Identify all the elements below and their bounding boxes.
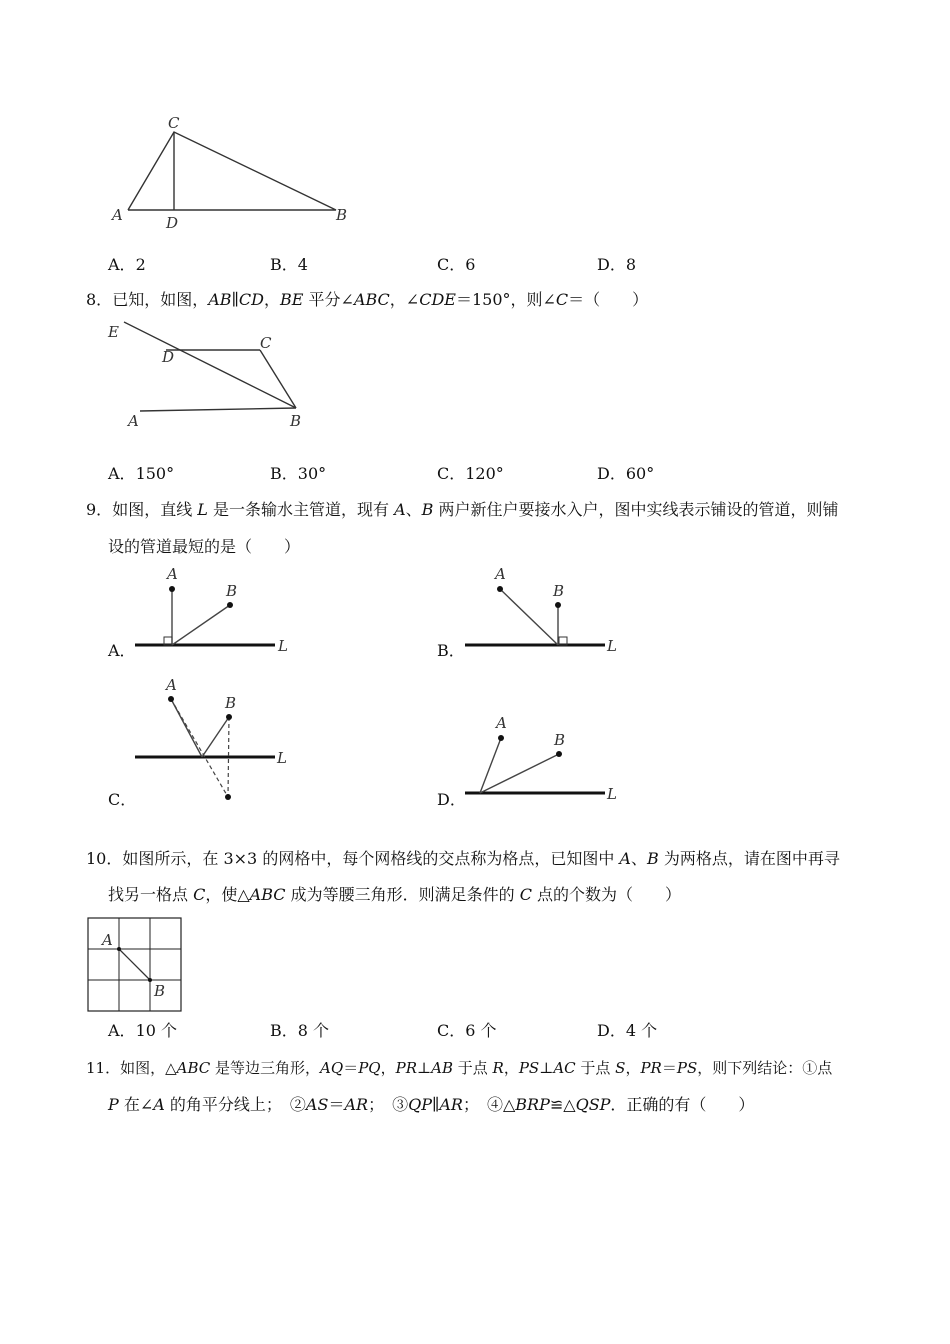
q9-question-line1: 9．如图，直线 L 是一条输水主管道，现有 A、B 两户新住户要接水入户，图中实线表示铺设的管道，则铺 bbox=[86, 500, 839, 519]
q10-option-c[interactable]: C．6 个 bbox=[437, 1021, 497, 1040]
q7-option-c[interactable]: C．6 bbox=[437, 255, 476, 274]
q8-label-c: C bbox=[260, 334, 272, 352]
q7-triangle-figure bbox=[100, 110, 360, 240]
q8-parallel-lines-figure bbox=[100, 318, 320, 433]
q9-option-a[interactable]: A． bbox=[108, 641, 136, 660]
q7-label-b: B bbox=[336, 206, 348, 224]
q9-option-c[interactable]: C． bbox=[108, 790, 137, 809]
q9-option-b[interactable]: B． bbox=[437, 641, 465, 660]
q8-option-a[interactable]: A．150° bbox=[108, 464, 175, 483]
q9-question-line2: 设的管道最短的是（ ） bbox=[108, 537, 301, 556]
q7-label-d: D bbox=[166, 214, 179, 232]
q10-grid-figure bbox=[86, 916, 186, 1016]
q9-option-a-figure[interactable] bbox=[130, 562, 300, 657]
q9c-label-b: B bbox=[225, 694, 237, 712]
q9d-label-a: A bbox=[496, 714, 507, 732]
q10-option-a[interactable]: A．10 个 bbox=[108, 1021, 178, 1040]
q10-label-b: B bbox=[154, 982, 166, 1000]
q9-option-b-figure[interactable] bbox=[460, 562, 630, 657]
q9a-label-b: B bbox=[226, 582, 238, 600]
q8-question-text: 8．已知，如图，AB∥CD，BE 平分∠ABC，∠CDE＝150°，则∠C＝（ ） bbox=[86, 290, 649, 309]
q8-option-b[interactable]: B．30° bbox=[270, 464, 327, 483]
q8-option-c[interactable]: C．120° bbox=[437, 464, 504, 483]
q9-option-c-figure[interactable] bbox=[130, 676, 300, 806]
q9c-label-l: L bbox=[277, 749, 287, 767]
q10-label-a: A bbox=[102, 931, 113, 949]
q7-label-a: A bbox=[112, 206, 123, 224]
q8-label-d: D bbox=[162, 348, 175, 366]
q9b-label-a: A bbox=[495, 565, 506, 583]
q9c-label-a: A bbox=[166, 676, 177, 694]
q9a-label-a: A bbox=[167, 565, 178, 583]
q7-option-a[interactable]: A．2 bbox=[108, 255, 146, 274]
q10-question-line1: 10．如图所示，在 3×3 的网格中，每个网格线的交点称为格点，已知图中 A、B 为两格点，请在图中再寻 bbox=[86, 849, 840, 868]
q10-question-line2: 找另一格点 C，使△ABC 成为等腰三角形．则满足条件的 C 点的个数为（ ） bbox=[108, 885, 682, 904]
q9-option-d-figure[interactable] bbox=[460, 708, 630, 803]
q9a-label-l: L bbox=[278, 637, 288, 655]
q8-label-b: B bbox=[290, 412, 302, 430]
q11-question-line2: P 在∠A 的角平分线上； ②AS＝AR； ③QP∥AR； ④△BRP≌△QSP．正确的有（ ） bbox=[108, 1095, 755, 1114]
q9-option-d[interactable]: D． bbox=[437, 790, 466, 809]
q9b-label-b: B bbox=[553, 582, 565, 600]
q9b-label-l: L bbox=[607, 637, 617, 655]
q7-label-c: C bbox=[168, 114, 180, 132]
q10-option-b[interactable]: B．8 个 bbox=[270, 1021, 330, 1040]
q7-option-b[interactable]: B．4 bbox=[270, 255, 308, 274]
q10-option-d[interactable]: D．4 个 bbox=[597, 1021, 658, 1040]
q9d-label-b: B bbox=[554, 731, 566, 749]
q8-label-e: E bbox=[108, 323, 119, 341]
q8-label-a: A bbox=[128, 412, 139, 430]
q8-option-d[interactable]: D．60° bbox=[597, 464, 655, 483]
q11-question-line1: 11．如图，△ABC 是等边三角形，AQ＝PQ，PR⊥AB 于点 R，PS⊥AC 于点 S，PR＝PS，则下列结论：①点 bbox=[86, 1059, 833, 1077]
q9d-label-l: L bbox=[607, 785, 617, 803]
q7-option-d[interactable]: D．8 bbox=[597, 255, 637, 274]
